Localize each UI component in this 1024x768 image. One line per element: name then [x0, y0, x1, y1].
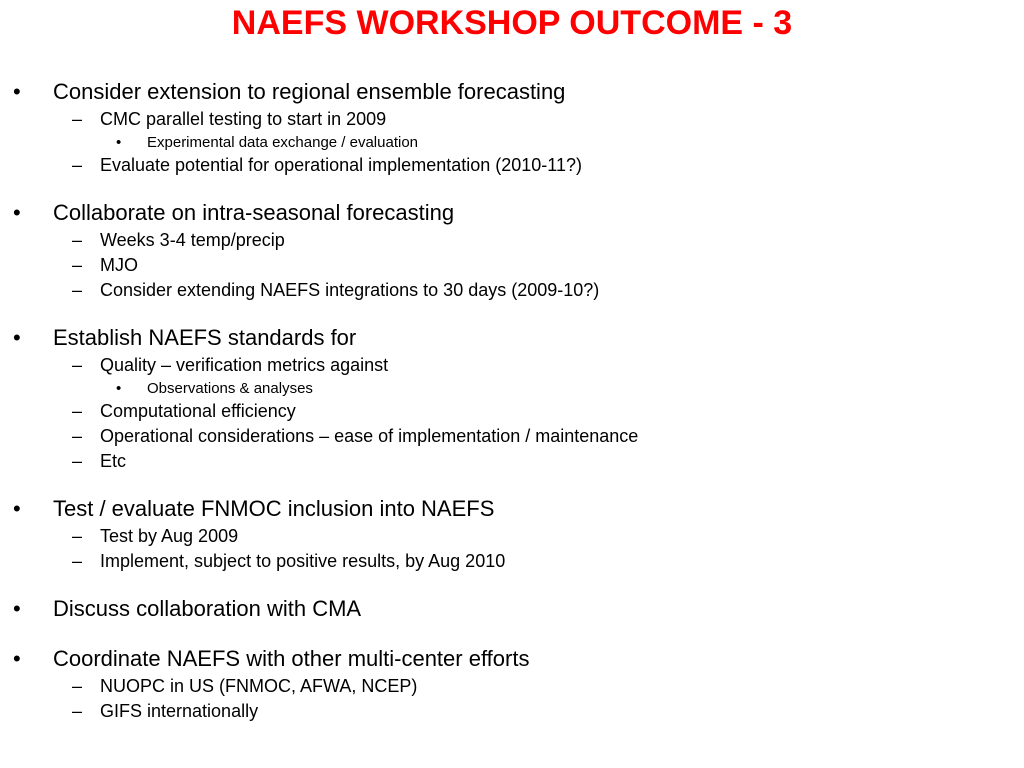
- sub-bullet-text: Weeks 3-4 temp/precip: [100, 230, 285, 250]
- bullet-dot: •: [13, 200, 21, 225]
- sub-bullet-text: Evaluate potential for operational implementation (2010-11?): [100, 155, 582, 175]
- sub-bullet-item: [0, 674, 1024, 699]
- bullet-group: [0, 323, 1024, 474]
- bullet-group: [0, 494, 1024, 574]
- bullet-item: [0, 594, 1024, 624]
- bullet-dot: •: [13, 646, 21, 671]
- sub-bullet-text: Test by Aug 2009: [100, 526, 239, 546]
- sub-sub-bullet-text: Experimental data exchange / evaluation: [147, 134, 419, 151]
- dash-marker: –: [72, 155, 83, 175]
- bullet-text: Coordinate NAEFS with other multi-center efforts: [53, 646, 530, 671]
- sub-bullet-item: [0, 353, 1024, 378]
- dash-marker: –: [72, 401, 83, 421]
- bullet-group: [0, 198, 1024, 303]
- sub-bullet-item: [0, 278, 1024, 303]
- bullet-text: Test / evaluate FNMOC inclusion into NAEFS: [53, 496, 495, 521]
- dash-marker: –: [72, 355, 83, 375]
- bullet-dot: •: [13, 325, 21, 350]
- slide-content: [0, 77, 1024, 744]
- sub-bullet-text: Consider extending NAEFS integrations to 30 days (2009-10?): [100, 280, 600, 300]
- sub-bullet-text: Computational efficiency: [100, 401, 296, 421]
- bullet-dot: •: [116, 134, 122, 151]
- bullet-item: [0, 494, 1024, 524]
- sub-bullet-text: MJO: [100, 255, 138, 275]
- dash-marker: –: [72, 451, 83, 471]
- bullet-item: [0, 644, 1024, 674]
- sub-sub-bullet-text: Observations & analyses: [147, 380, 313, 397]
- slide-title: NAEFS WORKSHOP OUTCOME - 3: [231, 4, 793, 42]
- sub-bullet-item: [0, 399, 1024, 424]
- sub-bullet-text: Implement, subject to positive results, by Aug 2010: [100, 551, 506, 571]
- bullet-text: Establish NAEFS standards for: [53, 325, 357, 350]
- dash-marker: –: [72, 255, 83, 275]
- sub-bullet-text: Quality – verification metrics against: [100, 355, 389, 375]
- sub-bullet-item: [0, 153, 1024, 178]
- sub-bullet-text: Operational considerations – ease of implementation / maintenance: [100, 426, 639, 446]
- sub-bullet-item: [0, 549, 1024, 574]
- dash-marker: –: [72, 701, 83, 721]
- sub-bullet-item: [0, 699, 1024, 724]
- sub-bullet-text: GIFS internationally: [100, 701, 259, 721]
- dash-marker: –: [72, 230, 83, 250]
- bullet-dot: •: [116, 380, 122, 397]
- dash-marker: –: [72, 109, 83, 129]
- bullet-item: [0, 323, 1024, 353]
- dash-marker: –: [72, 551, 83, 571]
- sub-bullet-text: CMC parallel testing to start in 2009: [100, 109, 387, 129]
- dash-marker: –: [72, 526, 83, 546]
- bullet-group: [0, 644, 1024, 724]
- sub-sub-bullet-item: [0, 378, 1024, 399]
- sub-bullet-item: [0, 253, 1024, 278]
- sub-bullet-text: Etc: [100, 451, 127, 471]
- sub-bullet-item: [0, 424, 1024, 449]
- bullet-group: [0, 77, 1024, 178]
- bullet-text: Discuss collaboration with CMA: [53, 596, 362, 621]
- sub-bullet-item: [0, 228, 1024, 253]
- bullet-dot: •: [13, 596, 21, 621]
- sub-bullet-item: [0, 524, 1024, 549]
- bullet-text: Consider extension to regional ensemble forecasting: [53, 79, 566, 104]
- sub-bullet-item: [0, 107, 1024, 132]
- bullet-dot: •: [13, 79, 21, 104]
- bullet-item: [0, 198, 1024, 228]
- bullet-text: Collaborate on intra-seasonal forecasting: [53, 200, 455, 225]
- sub-sub-bullet-item: [0, 132, 1024, 153]
- sub-bullet-text: NUOPC in US (FNMOC, AFWA, NCEP): [100, 676, 418, 696]
- bullet-item: [0, 77, 1024, 107]
- sub-bullet-item: [0, 449, 1024, 474]
- bullet-group: [0, 594, 1024, 624]
- dash-marker: –: [72, 426, 83, 446]
- dash-marker: –: [72, 676, 83, 696]
- dash-marker: –: [72, 280, 83, 300]
- bullet-dot: •: [13, 496, 21, 521]
